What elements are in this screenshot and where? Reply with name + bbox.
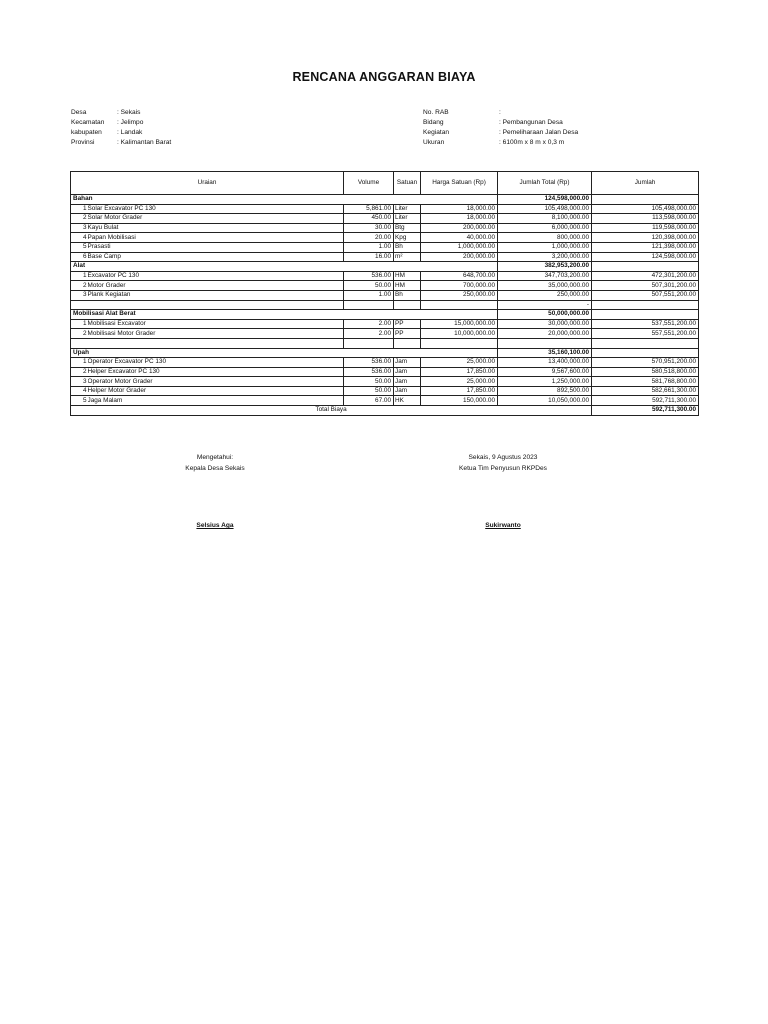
item-unit: HM xyxy=(394,271,421,281)
item-volume: 1.00 xyxy=(344,242,394,252)
header-uraian: Uraian xyxy=(71,172,344,195)
item-cumulative: 581,768,800.00 xyxy=(592,377,699,387)
item-cumulative: 557,551,200.00 xyxy=(592,329,699,339)
item-price: 25,000.00 xyxy=(421,377,498,387)
item-unit: Liter xyxy=(394,214,421,224)
group-row xyxy=(71,195,699,205)
signature-right-line1: Sekais, 9 Agustus 2023 xyxy=(468,454,538,461)
info-value: : Kalimantan Barat xyxy=(117,139,172,146)
item-name: Solar Motor Grader xyxy=(88,214,344,224)
item-price: 18,000.00 xyxy=(421,214,498,224)
item-total: 1,000,000.00 xyxy=(498,242,592,252)
item-number: 1 xyxy=(71,204,88,214)
item-volume: 2.00 xyxy=(344,319,394,329)
item-name: Operator Motor Grader xyxy=(88,377,344,387)
header-jumlah: Jumlah xyxy=(592,172,699,195)
info-row-provinsi xyxy=(71,138,171,148)
item-volume: 50.00 xyxy=(344,386,394,396)
item-cumulative: 592,711,300.00 xyxy=(592,396,699,406)
info-label: Desa xyxy=(71,109,87,116)
item-name: Prasasti xyxy=(88,242,344,252)
info-label: Ukuran xyxy=(423,139,445,146)
spacer-cell xyxy=(592,338,699,348)
item-name: Helper Motor Grader xyxy=(88,386,344,396)
signature-right-name: Sukirwanto xyxy=(485,522,521,529)
item-cumulative: 507,301,200.00 xyxy=(592,281,699,291)
item-name: Mobilisasi Motor Grader xyxy=(88,329,344,339)
header-harga-satuan: Harga Satuan (Rp) xyxy=(421,172,498,195)
item-price: 10,000,000.00 xyxy=(421,329,498,339)
table-row xyxy=(71,252,699,262)
group-subtotal: 382,953,200.00 xyxy=(498,262,592,272)
item-total: 347,703,200.00 xyxy=(498,271,592,281)
item-volume: 2.00 xyxy=(344,329,394,339)
group-row xyxy=(71,310,699,320)
info-row-ukuran xyxy=(423,138,578,148)
table-row xyxy=(71,204,699,214)
table-row xyxy=(71,396,699,406)
item-price: 200,000.00 xyxy=(421,252,498,262)
item-volume: 50.00 xyxy=(344,281,394,291)
item-cumulative: 537,551,200.00 xyxy=(592,319,699,329)
item-price: 17,850.00 xyxy=(421,386,498,396)
item-number: 4 xyxy=(71,386,88,396)
info-label: Bidang xyxy=(423,119,444,126)
info-value: : 6100m x 8 m x 0,3 m xyxy=(499,139,565,146)
info-value: : Pemeliharaan Jalan Desa xyxy=(499,129,579,136)
item-price: 200,000.00 xyxy=(421,223,498,233)
spacer-cell xyxy=(421,300,498,310)
table-row xyxy=(71,242,699,252)
item-total: 35,000,000.00 xyxy=(498,281,592,291)
info-label: Kegiatan xyxy=(423,129,450,136)
spacer-row xyxy=(71,300,699,310)
spacer-cell xyxy=(71,338,344,348)
item-number: 5 xyxy=(71,242,88,252)
group-name: Bahan xyxy=(71,195,344,205)
group-blank xyxy=(421,348,498,358)
item-volume: 30.00 xyxy=(344,223,394,233)
item-volume: 450.00 xyxy=(344,214,394,224)
item-name: Operator Excavator PC 130 xyxy=(88,358,344,368)
item-name: Motor Grader xyxy=(88,281,344,291)
group-name: Alat xyxy=(71,262,344,272)
item-name: Kayu Bulat xyxy=(88,223,344,233)
document-title: RENCANA ANGGARAN BIAYA xyxy=(292,70,476,84)
spacer-cell xyxy=(394,338,421,348)
item-unit: Btg xyxy=(394,223,421,233)
info-row-kabupaten xyxy=(71,128,171,138)
total-value: 592,711,300.00 xyxy=(592,406,699,416)
item-volume: 536.00 xyxy=(344,358,394,368)
item-cumulative: 121,398,000.00 xyxy=(592,242,699,252)
group-blank xyxy=(421,310,498,320)
info-left xyxy=(71,108,171,148)
group-blank xyxy=(394,348,421,358)
item-volume: 536.00 xyxy=(344,271,394,281)
item-total: 13,400,000.00 xyxy=(498,358,592,368)
item-unit: HM xyxy=(394,281,421,291)
item-number: 6 xyxy=(71,252,88,262)
table-row xyxy=(71,214,699,224)
group-subtotal: 35,160,100.00 xyxy=(498,348,592,358)
info-label: No. RAB xyxy=(423,109,449,116)
item-total: 20,000,000.00 xyxy=(498,329,592,339)
table-row xyxy=(71,377,699,387)
table-header-row xyxy=(71,172,699,195)
group-blank xyxy=(394,310,421,320)
table-row xyxy=(71,386,699,396)
header-jumlah-total: Jumlah Total (Rp) xyxy=(498,172,592,195)
item-price: 648,700.00 xyxy=(421,271,498,281)
group-blank xyxy=(344,348,394,358)
table-row xyxy=(71,271,699,281)
item-price: 1,000,000.00 xyxy=(421,242,498,252)
item-unit: Jam xyxy=(394,358,421,368)
info-label: Kecamatan xyxy=(71,119,105,126)
signature-left xyxy=(150,452,280,531)
group-subtotal: 124,598,000.00 xyxy=(498,195,592,205)
item-number: 2 xyxy=(71,329,88,339)
table-body xyxy=(71,195,699,416)
item-cumulative: 113,598,000.00 xyxy=(592,214,699,224)
item-price: 15,000,000.00 xyxy=(421,319,498,329)
item-total: 250,000.00 xyxy=(498,290,592,300)
signature-right-line2: Ketua Tim Penyusun RKPDes xyxy=(459,465,547,472)
group-cumulative-empty xyxy=(592,195,699,205)
item-cumulative: 472,301,200.00 xyxy=(592,271,699,281)
item-name: Excavator PC 130 xyxy=(88,271,344,281)
spacer-total: - xyxy=(498,300,592,310)
item-volume: 16.00 xyxy=(344,252,394,262)
item-cumulative: 119,598,000.00 xyxy=(592,223,699,233)
group-cumulative-empty xyxy=(592,310,699,320)
item-name: Jaga Malam xyxy=(88,396,344,406)
item-cumulative: 507,551,200.00 xyxy=(592,290,699,300)
item-number: 2 xyxy=(71,214,88,224)
item-number: 4 xyxy=(71,233,88,243)
item-name: Papan Mobilisasi xyxy=(88,233,344,243)
info-value: : Landak xyxy=(117,129,143,136)
item-total: 8,100,000.00 xyxy=(498,214,592,224)
group-subtotal: 50,000,000.00 xyxy=(498,310,592,320)
table-row xyxy=(71,319,699,329)
info-value: : Jelimpo xyxy=(117,119,144,126)
item-unit: Jam xyxy=(394,377,421,387)
group-name: Upah xyxy=(71,348,344,358)
spacer-cell xyxy=(344,338,394,348)
item-number: 3 xyxy=(71,223,88,233)
item-cumulative: 570,951,200.00 xyxy=(592,358,699,368)
group-blank xyxy=(344,262,394,272)
item-name: Base Camp xyxy=(88,252,344,262)
table-row xyxy=(71,281,699,291)
item-unit: Jam xyxy=(394,367,421,377)
spacer-total xyxy=(498,338,592,348)
item-price: 40,000.00 xyxy=(421,233,498,243)
total-row xyxy=(71,406,699,416)
info-right xyxy=(423,108,578,148)
header-volume: Volume xyxy=(344,172,394,195)
item-total: 30,000,000.00 xyxy=(498,319,592,329)
info-row-bidang xyxy=(423,118,578,128)
item-name: Plank Kegiatan xyxy=(88,290,344,300)
table-row xyxy=(71,233,699,243)
item-price: 18,000.00 xyxy=(421,204,498,214)
item-unit: PP xyxy=(394,329,421,339)
header-satuan: Satuan xyxy=(394,172,421,195)
item-number: 5 xyxy=(71,396,88,406)
table-row xyxy=(71,290,699,300)
group-blank xyxy=(394,195,421,205)
item-cumulative: 580,518,800.00 xyxy=(592,367,699,377)
item-total: 892,500.00 xyxy=(498,386,592,396)
item-unit: Liter xyxy=(394,204,421,214)
item-name: Mobilisasi Excavator xyxy=(88,319,344,329)
item-total: 10,050,000.00 xyxy=(498,396,592,406)
item-cumulative: 120,398,000.00 xyxy=(592,233,699,243)
item-total: 1,250,000.00 xyxy=(498,377,592,387)
spacer-cell xyxy=(421,338,498,348)
item-cumulative: 105,498,000.00 xyxy=(592,204,699,214)
group-blank xyxy=(421,195,498,205)
info-row-no-rab xyxy=(423,108,578,118)
item-volume: 20.00 xyxy=(344,233,394,243)
item-price: 250,000.00 xyxy=(421,290,498,300)
spacer-cell xyxy=(394,300,421,310)
item-number: 2 xyxy=(71,281,88,291)
item-total: 105,498,000.00 xyxy=(498,204,592,214)
item-volume: 1.00 xyxy=(344,290,394,300)
item-number: 2 xyxy=(71,367,88,377)
item-unit: Bh xyxy=(394,290,421,300)
signature-right xyxy=(438,452,568,531)
item-name: Solar Excavator PC 130 xyxy=(88,204,344,214)
item-volume: 536.00 xyxy=(344,367,394,377)
item-number: 3 xyxy=(71,290,88,300)
info-label: Provinsi xyxy=(71,139,95,146)
spacer-cell xyxy=(344,300,394,310)
item-number: 1 xyxy=(71,319,88,329)
item-unit: Bh xyxy=(394,242,421,252)
item-price: 25,000.00 xyxy=(421,358,498,368)
item-volume: 50.00 xyxy=(344,377,394,387)
spacer-row xyxy=(71,338,699,348)
item-price: 700,000.00 xyxy=(421,281,498,291)
group-blank xyxy=(421,262,498,272)
group-row xyxy=(71,262,699,272)
item-cumulative: 124,598,000.00 xyxy=(592,252,699,262)
item-unit: HK xyxy=(394,396,421,406)
item-number: 3 xyxy=(71,377,88,387)
item-unit: PP xyxy=(394,319,421,329)
item-total: 6,000,000.00 xyxy=(498,223,592,233)
table-row xyxy=(71,358,699,368)
table-row xyxy=(71,329,699,339)
total-label: Total Biaya xyxy=(71,406,592,416)
item-number: 1 xyxy=(71,271,88,281)
info-row-desa xyxy=(71,108,171,118)
group-cumulative-empty xyxy=(592,262,699,272)
info-value: : Sekais xyxy=(117,109,141,116)
table-row xyxy=(71,367,699,377)
item-volume: 5,861.00 xyxy=(344,204,394,214)
info-row-kegiatan xyxy=(423,128,578,138)
item-unit: Kpg xyxy=(394,233,421,243)
spacer-cell xyxy=(592,300,699,310)
group-name: Mobilisasi Alat Berat xyxy=(71,310,344,320)
item-unit: m² xyxy=(394,252,421,262)
signature-left-name: Selsius Aga xyxy=(196,522,234,529)
item-unit: Jam xyxy=(394,386,421,396)
item-name: Helper Excavator PC 130 xyxy=(88,367,344,377)
budget-table xyxy=(70,171,699,416)
item-total: 9,567,600.00 xyxy=(498,367,592,377)
item-total: 800,000.00 xyxy=(498,233,592,243)
group-cumulative-empty xyxy=(592,348,699,358)
item-volume: 67.00 xyxy=(344,396,394,406)
item-cumulative: 582,661,300.00 xyxy=(592,386,699,396)
table-row xyxy=(71,223,699,233)
info-value: : Pembangunan Desa xyxy=(499,119,563,126)
spacer-cell xyxy=(71,300,344,310)
signature-left-line1: Mengetahui: xyxy=(196,454,234,461)
item-price: 150,000.00 xyxy=(421,396,498,406)
group-blank xyxy=(344,310,394,320)
item-price: 17,850.00 xyxy=(421,367,498,377)
item-number: 1 xyxy=(71,358,88,368)
group-blank xyxy=(394,262,421,272)
group-blank xyxy=(344,195,394,205)
info-row-kecamatan xyxy=(71,118,171,128)
group-row xyxy=(71,348,699,358)
item-total: 3,200,000.00 xyxy=(498,252,592,262)
info-label: kabupaten xyxy=(71,129,102,136)
info-value: : xyxy=(499,109,501,116)
signature-left-line2: Kepala Desa Sekais xyxy=(185,465,245,472)
